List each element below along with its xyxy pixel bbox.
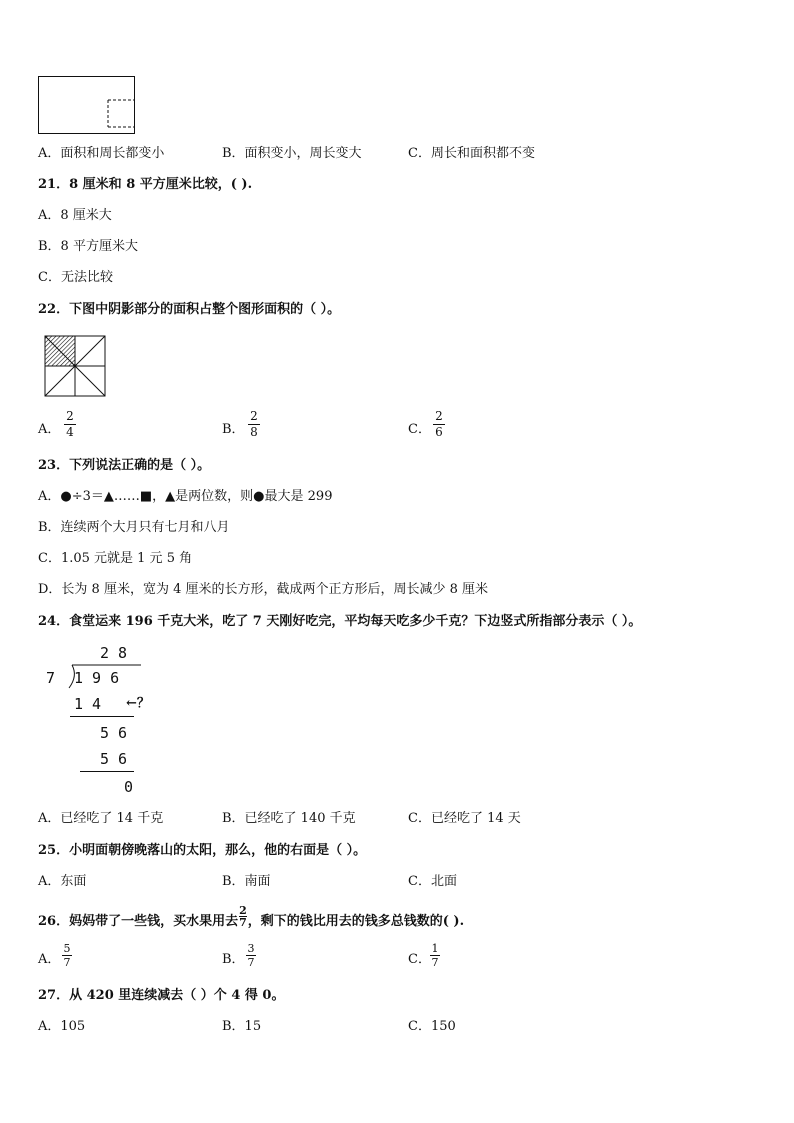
division-line-2 bbox=[80, 771, 134, 772]
q22-stem: 22．下图中阴影部分的面积占整个图形面积的（ ）。 bbox=[38, 302, 341, 317]
q21-option-b[interactable]: B．8 平方厘米大 bbox=[38, 239, 138, 254]
q22-option-b-fraction: 2 8 bbox=[248, 410, 260, 439]
q26-stem bbox=[38, 904, 465, 933]
q27-option-a[interactable]: A．105 bbox=[38, 1019, 86, 1034]
q26-option-b-fraction: 3 7 bbox=[247, 942, 255, 969]
q26-option-c-fraction: 1 7 bbox=[431, 942, 439, 969]
q26-stem-pre: 26．妈妈带了一些钱，买水果用去 bbox=[38, 914, 239, 929]
q24-option-c[interactable]: C．已经吃了 14 天 bbox=[408, 811, 521, 826]
q20-option-b[interactable]: B．面积变小，周长变大 bbox=[222, 146, 362, 161]
q26-option-a-fraction: 5 7 bbox=[63, 942, 71, 969]
division-dividend: 1 9 6 bbox=[74, 669, 120, 687]
q22-option-a-fraction: 2 4 bbox=[64, 410, 76, 439]
division-final-remainder: 0 bbox=[124, 778, 134, 796]
q24-stem: 24．食堂运来 196 千克大米，吃了 7 天刚好吃完，平均每天吃多少千克？下边竖式所指部分表示（ ）。 bbox=[38, 614, 642, 629]
division-line-1 bbox=[70, 716, 134, 717]
q24-option-b[interactable]: B．已经吃了 140 千克 bbox=[222, 811, 356, 826]
division-pointer-arrow: ←？ bbox=[126, 696, 150, 711]
q26-stem-post: ，剩下的钱比用去的钱多总钱数的( ). bbox=[247, 914, 465, 929]
q21-option-a[interactable]: A．8 厘米大 bbox=[38, 208, 112, 223]
q23-option-c[interactable]: C．1.05 元就是 1 元 5 角 bbox=[38, 551, 193, 566]
q25-stem: 25．小明面朝傍晚落山的太阳，那么，他的右面是（ ）。 bbox=[38, 843, 367, 858]
rectangle-cut-figure bbox=[38, 76, 136, 136]
q23-option-a[interactable]: A．●÷3＝▲……■，▲是两位数，则●最大是 299 bbox=[38, 489, 333, 504]
q26-stem-fraction: $\frac{2}{7}$ bbox=[239, 904, 247, 929]
q26-option-a[interactable]: A． bbox=[38, 952, 61, 967]
q22-option-c-fraction: 2 6 bbox=[433, 410, 445, 439]
q26-option-c[interactable]: C． bbox=[408, 952, 431, 967]
division-divisor: 7 bbox=[46, 669, 56, 687]
q22-option-b[interactable]: B． bbox=[222, 422, 245, 437]
division-step-remainder-1: 5 6 bbox=[100, 724, 128, 742]
shaded-square-figure bbox=[44, 335, 106, 397]
q25-option-b[interactable]: B．南面 bbox=[222, 874, 271, 889]
q20-option-c[interactable]: C．周长和面积都不变 bbox=[408, 146, 535, 161]
q27-option-c[interactable]: C．150 bbox=[408, 1019, 456, 1034]
q27-stem: 27．从 420 里连续减去（ ）个 4 得 0。 bbox=[38, 988, 285, 1003]
q25-option-c[interactable]: C．北面 bbox=[408, 874, 457, 889]
q25-option-a[interactable]: A．东面 bbox=[38, 874, 87, 889]
q23-option-b[interactable]: B．连续两个大月只有七月和八月 bbox=[38, 520, 230, 535]
q21-option-c[interactable]: C．无法比较 bbox=[38, 270, 113, 285]
division-step-subtract-1: 1 4 bbox=[74, 695, 102, 713]
q20-option-a[interactable]: A．面积和周长都变小 bbox=[38, 146, 165, 161]
q23-stem: 23．下列说法正确的是（ ）。 bbox=[38, 458, 211, 473]
division-quotient: 2 8 bbox=[100, 644, 128, 662]
q23-option-d[interactable]: D．长为 8 厘米，宽为 4 厘米的长方形，截成两个正方形后，周长减少 8 厘米 bbox=[38, 582, 489, 597]
q22-option-a[interactable]: A． bbox=[38, 422, 61, 437]
q21-stem: 21．8 厘米和 8 平方厘米比较，( ). bbox=[38, 177, 253, 192]
q26-option-b[interactable]: B． bbox=[222, 952, 245, 967]
q24-option-a[interactable]: A．已经吃了 14 千克 bbox=[38, 811, 164, 826]
q22-option-c[interactable]: C． bbox=[408, 422, 431, 437]
q27-option-b[interactable]: B．15 bbox=[222, 1019, 262, 1034]
division-step-subtract-2: 5 6 bbox=[100, 750, 128, 768]
